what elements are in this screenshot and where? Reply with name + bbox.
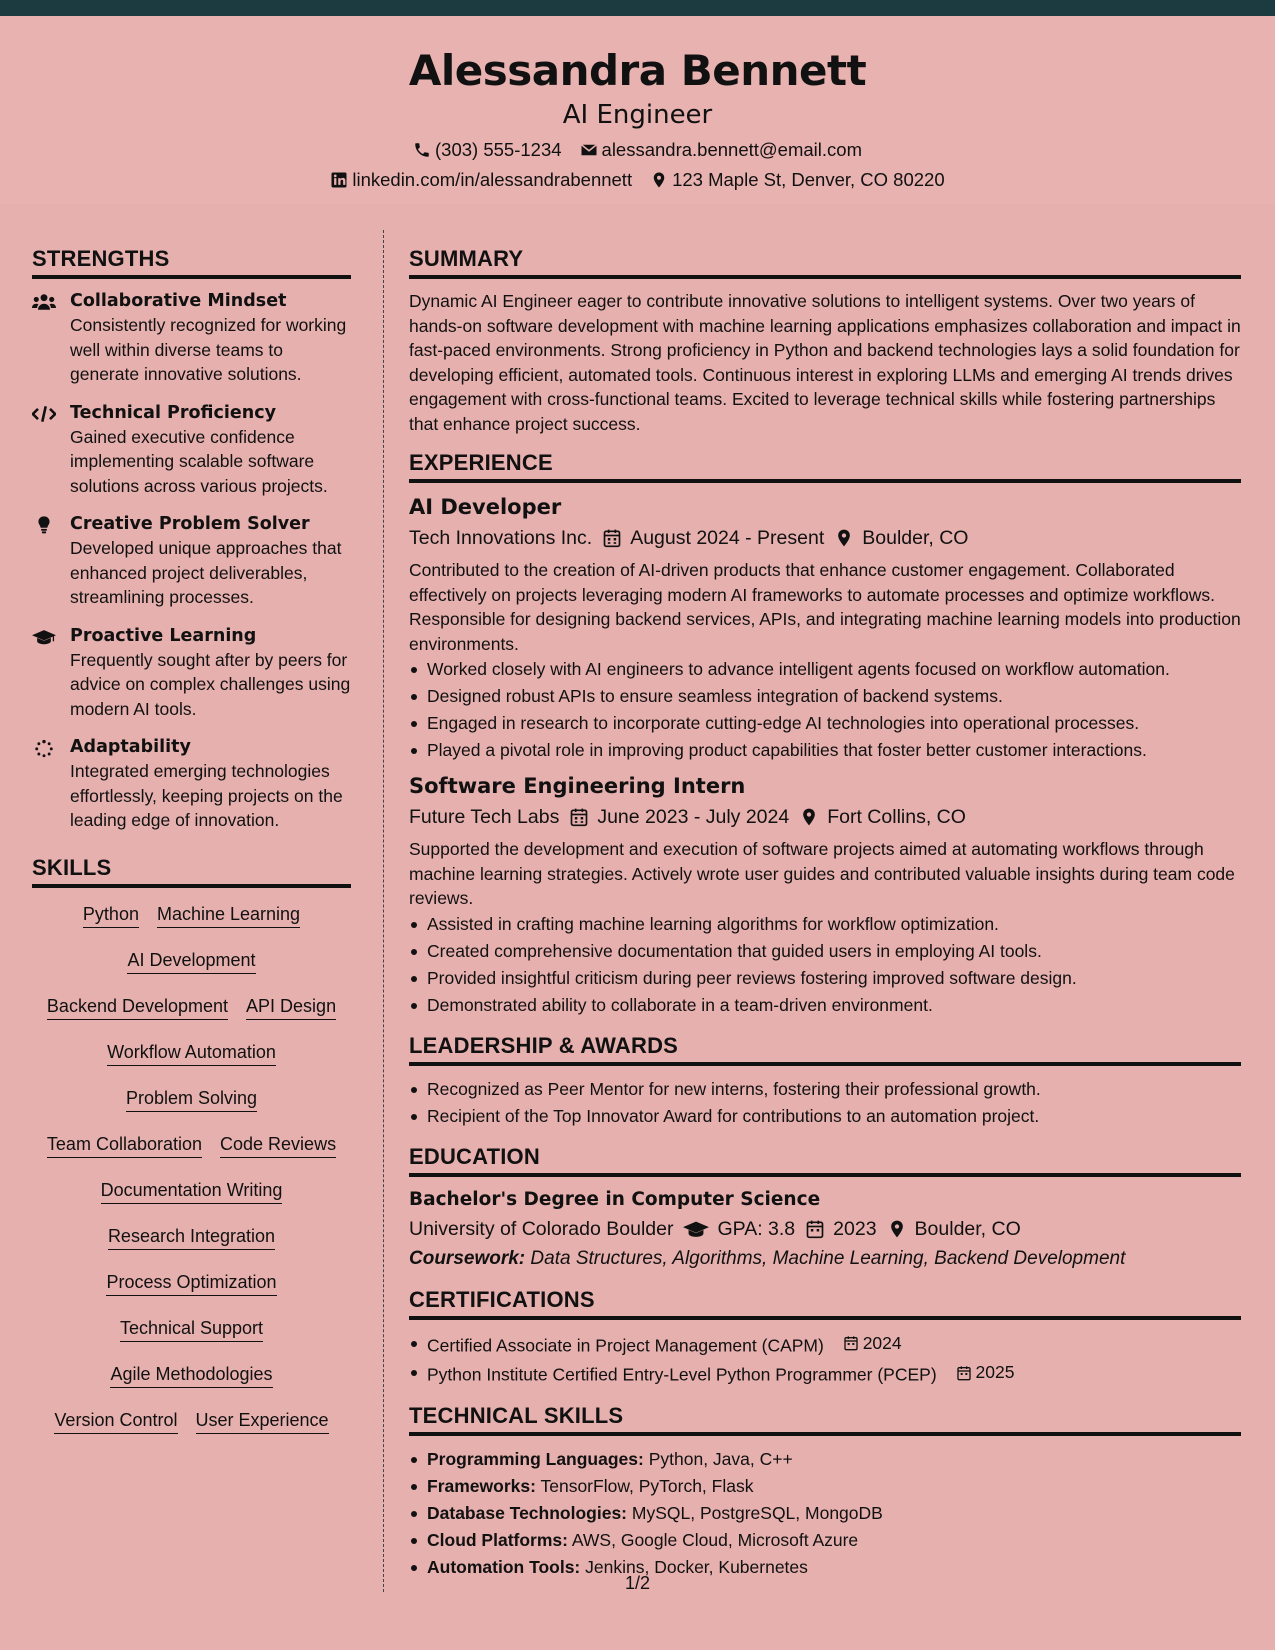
job-meta xyxy=(409,524,1241,552)
skill-tag: AI Development xyxy=(127,948,255,974)
list-item xyxy=(409,1446,1241,1473)
users-icon xyxy=(32,292,56,312)
strength-desc: Gained executive confidence implementing scalable software solutions across various projects. xyxy=(70,426,328,496)
tech-value: TensorFlow, PyTorch, Flask xyxy=(540,1475,754,1496)
coursework xyxy=(409,1245,1241,1273)
address-contact xyxy=(650,168,945,192)
list-item xyxy=(409,1330,1241,1360)
candidate-title: AI Engineer xyxy=(562,100,713,130)
technical-skills-heading: TECHNICAL SKILLS xyxy=(409,1401,1241,1436)
experience-section xyxy=(409,448,1241,1019)
strength-item xyxy=(32,512,351,610)
email-contact[interactable] xyxy=(580,138,862,162)
list-item: Demonstrated ability to collaborate in a team-driven environment. xyxy=(409,992,1241,1019)
job-title: AI Developer xyxy=(409,495,562,519)
candidate-name: Alessandra Bennett xyxy=(408,46,867,95)
job-description: Contributed to the creation of AI-driven products that enhance customer engagement. Collaborated effectively on projects leveraging modern AI frameworks to automate processes and optimize workflows. Responsible for designing backend services, APIs, and integrating machine learning models into production environments. xyxy=(409,560,1241,654)
top-accent-bar xyxy=(0,0,1275,16)
page-number: 1/2 xyxy=(624,1573,651,1593)
contact-row-1 xyxy=(0,138,1275,162)
phone-text: (303) 555-1234 xyxy=(435,139,562,160)
calendar-icon xyxy=(805,1219,825,1239)
linkedin-icon xyxy=(330,171,348,189)
education-section xyxy=(409,1142,1241,1273)
experience-heading: EXPERIENCE xyxy=(409,448,1241,483)
skill-tag: Problem Solving xyxy=(126,1086,257,1112)
phone-icon xyxy=(413,141,431,159)
tech-value: Python, Java, C++ xyxy=(648,1448,793,1469)
list-item: Assisted in crafting machine learning algorithms for workflow optimization. xyxy=(409,911,1241,938)
skill-tag: Agile Methodologies xyxy=(110,1362,272,1388)
tech-label: Programming Languages: xyxy=(427,1448,644,1469)
technical-skills-list xyxy=(409,1446,1241,1581)
job-company: Tech Innovations Inc. xyxy=(409,527,593,549)
map-pin-icon xyxy=(799,807,819,827)
list-item: Provided insightful criticism during peer reviews fostering improved software design. xyxy=(409,965,1241,992)
strength-desc: Integrated emerging technologies effortlessly, keeping projects on the leading edge of innovation. xyxy=(70,761,343,830)
leadership-heading: LEADERSHIP & AWARDS xyxy=(409,1031,1241,1066)
skill-tag: Documentation Writing xyxy=(101,1178,283,1204)
graduation-cap-icon xyxy=(32,627,56,647)
list-item xyxy=(409,1473,1241,1500)
certifications-heading: CERTIFICATIONS xyxy=(409,1285,1241,1320)
tech-label: Frameworks: xyxy=(427,1475,536,1496)
cert-name: Certified Associate in Project Management (CAPM) xyxy=(427,1335,824,1355)
coursework-list: Data Structures, Algorithms, Machine Learning, Backend Development xyxy=(530,1247,1126,1269)
resume-header xyxy=(0,16,1275,204)
map-pin-icon xyxy=(650,171,668,189)
technical-skills-section xyxy=(409,1401,1241,1581)
graduation-year: 2023 xyxy=(833,1217,877,1240)
left-column xyxy=(32,244,351,1454)
envelope-icon xyxy=(580,141,598,159)
strength-title: Proactive Learning xyxy=(70,625,257,646)
skill-tag: Research Integration xyxy=(108,1224,275,1250)
tech-value: Jenkins, Docker, Kubernetes xyxy=(585,1556,808,1577)
strength-desc: Frequently sought after by peers for advice on complex challenges using modern AI tools. xyxy=(70,649,351,719)
spinner-icon xyxy=(32,738,56,758)
certifications-section xyxy=(409,1285,1241,1389)
address-text: 123 Maple St, Denver, CO 80220 xyxy=(672,169,945,190)
linkedin-contact[interactable] xyxy=(330,168,632,192)
strength-item xyxy=(32,735,351,833)
strength-item xyxy=(32,624,351,722)
summary-section xyxy=(409,244,1241,436)
list-item: Recognized as Peer Mentor for new interns, fostering their professional growth. xyxy=(409,1076,1241,1103)
skill-tag: User Experience xyxy=(196,1408,329,1434)
list-item: Played a pivotal role in improving product capabilities that foster better customer interactions. xyxy=(409,737,1241,764)
phone-contact xyxy=(413,138,562,162)
strength-desc: Consistently recognized for working well within diverse teams to generate innovative solutions. xyxy=(70,315,347,384)
cert-year: 2024 xyxy=(862,1332,902,1353)
skill-tag: Team Collaboration xyxy=(47,1132,202,1158)
skill-tag: Version Control xyxy=(54,1408,177,1434)
job-meta xyxy=(409,803,1241,831)
strength-title: Adaptability xyxy=(70,737,191,757)
strength-title: Collaborative Mindset xyxy=(70,291,287,311)
list-item xyxy=(409,1527,1241,1554)
job-location: Fort Collins, CO xyxy=(827,806,966,828)
job-entry xyxy=(409,772,1241,1019)
linkedin-text[interactable]: linkedin.com/in/alessandrabennett xyxy=(352,169,633,190)
list-item: Created comprehensive documentation that guided users in employing AI tools. xyxy=(409,938,1241,965)
list-item: Designed robust APIs to ensure seamless integration of backend systems. xyxy=(409,683,1241,710)
degree-title: Bachelor's Degree in Computer Science xyxy=(409,1188,821,1210)
graduation-cap-icon xyxy=(683,1219,709,1239)
calendar-icon xyxy=(569,807,589,827)
skill-tag: Technical Support xyxy=(120,1316,263,1342)
skill-tag: Workflow Automation xyxy=(107,1040,276,1066)
tech-label: Database Technologies: xyxy=(427,1502,628,1523)
list-item: Engaged in research to incorporate cutting-edge AI technologies into operational processes. xyxy=(409,710,1241,737)
tech-value: MySQL, PostgreSQL, MongoDB xyxy=(631,1502,883,1523)
skill-tag: Process Optimization xyxy=(106,1270,276,1296)
summary-heading: SUMMARY xyxy=(409,244,1241,279)
lightbulb-icon xyxy=(32,515,56,535)
tech-label: Automation Tools: xyxy=(427,1556,581,1577)
cert-name: Python Institute Certified Entry-Level Python Programmer (PCEP) xyxy=(427,1364,937,1385)
leadership-section xyxy=(409,1031,1241,1130)
calendar-icon xyxy=(956,1365,972,1381)
job-location: Boulder, CO xyxy=(862,527,969,549)
skill-tag: Machine Learning xyxy=(157,902,300,928)
calendar-icon xyxy=(602,528,622,548)
skill-tag: Python xyxy=(83,902,139,928)
summary-text: Dynamic AI Engineer eager to contribute innovative solutions to intelligent systems. Over two years of hands-on software development with machine learning applications emphasizes collaboration and impact in fast-paced environments. Strong proficiency in Python and backend technologies lays a solid foundation for developing efficient, automated tools. Continuous interest in exploring LLMs and emerging AI trends drives engagement with cross-functional teams. Excited to leverage technical skills while fostering partnerships that enhance project success. xyxy=(409,291,1241,434)
strength-desc: Developed unique approaches that enhanced project deliverables, streamlining processes. xyxy=(70,538,342,607)
coursework-label: Coursework: xyxy=(409,1247,526,1269)
skill-tag: Backend Development xyxy=(47,994,228,1020)
column-divider xyxy=(383,230,384,1592)
job-dates: August 2024 - Present xyxy=(630,527,825,549)
job-dates: June 2023 - July 2024 xyxy=(597,806,790,828)
tech-label: Cloud Platforms: xyxy=(427,1529,568,1550)
email-text[interactable]: alessandra.bennett@email.com xyxy=(601,139,862,160)
skill-tag: API Design xyxy=(246,994,336,1020)
right-column xyxy=(409,244,1241,1593)
strength-title: Creative Problem Solver xyxy=(70,514,310,534)
list-item: Worked closely with AI engineers to advance intelligent agents focused on workflow automation. xyxy=(409,656,1241,683)
school-location: Boulder, CO xyxy=(914,1217,1021,1240)
job-description: Supported the development and execution of software projects aimed at automating workflows through machine learning strategies. Actively wrote user guides and contributed valuable insights during team code reviews. xyxy=(409,839,1235,908)
cert-year: 2025 xyxy=(975,1362,1015,1382)
strength-title: Technical Proficiency xyxy=(70,402,276,423)
education-heading: EDUCATION xyxy=(409,1142,1241,1177)
gpa: GPA: 3.8 xyxy=(717,1217,796,1240)
skills-list xyxy=(32,902,351,1454)
map-pin-icon xyxy=(887,1219,907,1239)
leadership-list xyxy=(409,1076,1241,1130)
job-entry xyxy=(409,493,1241,764)
education-meta xyxy=(409,1215,1241,1243)
strength-item xyxy=(32,401,351,499)
contact-row-2 xyxy=(0,168,1275,192)
list-item xyxy=(409,1500,1241,1527)
certifications-list xyxy=(409,1330,1241,1389)
strength-item xyxy=(32,289,351,387)
job-company: Future Tech Labs xyxy=(409,806,560,828)
job-bullets xyxy=(409,656,1241,764)
school-name: University of Colorado Boulder xyxy=(409,1217,674,1240)
strengths-heading: STRENGTHS xyxy=(32,244,351,279)
tech-value: AWS, Google Cloud, Microsoft Azure xyxy=(571,1529,859,1550)
list-item: Recipient of the Top Innovator Award for contributions to an automation project. xyxy=(409,1103,1241,1130)
skills-heading: SKILLS xyxy=(32,853,351,888)
job-title: Software Engineering Intern xyxy=(409,774,746,798)
skill-tag: Code Reviews xyxy=(220,1132,336,1158)
list-item xyxy=(409,1359,1241,1389)
code-icon xyxy=(32,404,56,424)
map-pin-icon xyxy=(834,528,854,548)
calendar-icon xyxy=(843,1335,859,1351)
job-bullets xyxy=(409,911,1241,1019)
